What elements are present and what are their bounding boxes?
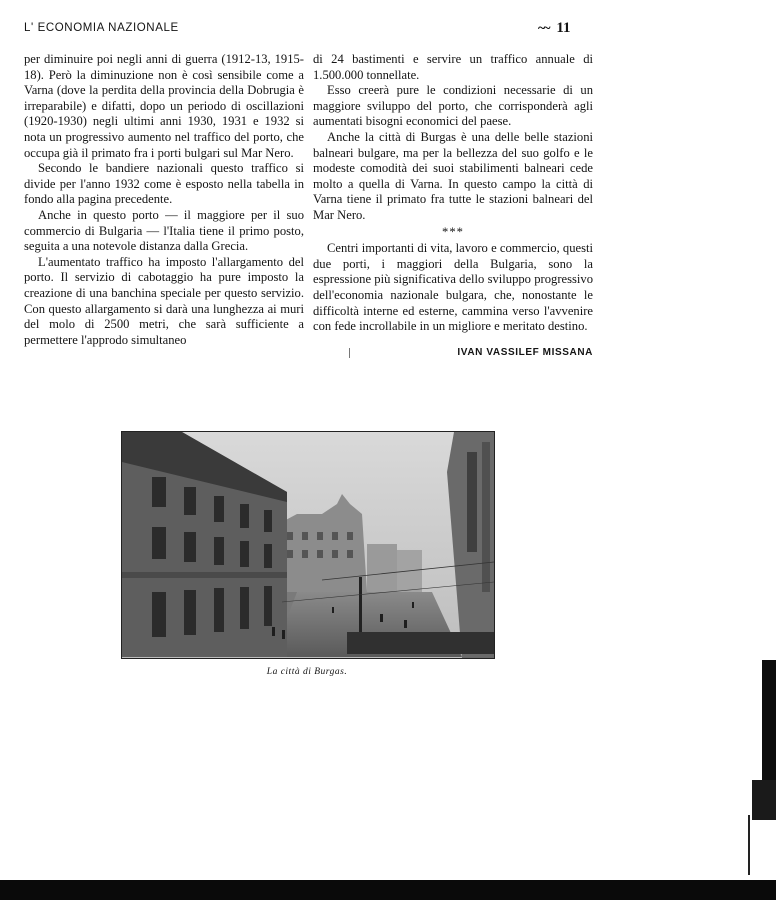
paragraph: per diminuire poi negli anni di guerra (1912-13, 1915-18). Però la diminuzione non è così sensibile come a Varna (dove la perdita della provincia della Dobrugia è irreparabile) e difatti, dopo un periodo di oscillazioni (1920-1930) negli ultimi anni 1930, 1931 e 1932 si nota un progressivo aumento nel traffico del porto, che occupa già il primato fra i porti bulgari sul Mar Nero. (24, 52, 304, 160)
right-column (313, 52, 593, 360)
figure-caption: La città di Burgas. (266, 667, 348, 677)
paragraph: Esso creerà pure le condizioni necessarie di un maggiore sviluppo del porto, che corrisponderà agli aumentati bisogni economici del paese. (313, 83, 593, 129)
city-photograph (121, 431, 495, 659)
paragraph: di 24 bastimenti e servire un traffico annuale di 1.500.000 tonnellate. (313, 52, 593, 82)
ornament-icon: ~~ (538, 21, 549, 36)
column-divider-mark (349, 348, 350, 358)
scan-edge-bottom (0, 880, 776, 900)
scan-edge-right-lower (752, 780, 776, 820)
page-number: 11 (556, 20, 571, 36)
left-column (24, 52, 304, 348)
paragraph: Anche la città di Burgas è una delle belle stazioni balneari bulgare, ma per la bellezza del suo golfo e le modeste comodità dei suoi stabilimenti balneari cede molto a quella di Varna. In questo campo la città di Varna tiene il primato fra tutte le stazioni balneari del Mar Nero. (313, 129, 593, 222)
author-signature: IVAN VASSILEF MISSANA (457, 346, 593, 358)
page-number-block (538, 20, 571, 37)
closing-paragraph: Centri importanti di vita, lavoro e commercio, questi due porti, i maggiori della Bulgaria, sono la espressione più significativa dello sviluppo progressivo dell'economia nazionale bulgara, che, nonostante le difficoltà interne ed esterne, cammina verso l'avvenire con fede incrollabile in un migliore e meritato destino. (313, 241, 593, 334)
street-scene-illustration (122, 432, 494, 658)
scan-edge-mark (748, 815, 750, 875)
paragraph: Secondo le bandiere nazionali questo traffico si divide per l'anno 1932 come è esposto nella tabella in fondo alla pagina precedente. (24, 161, 304, 207)
scan-edge-right (762, 660, 776, 790)
paragraph: Anche in questo porto — il maggiore per il suo commercio di Bulgaria — l'Italia tiene il primo posto, seguita a una notevole distanza dalla Grecia. (24, 207, 304, 254)
paragraph: L'aumentato traffico ha imposto l'allargamento del porto. Il servizio di cabotaggio ha pure imposto la creazione di una banchina speciale per questo servizio. Con questo allargamento si darà una lunghezza ai muri del molo di 2500 metri, che sarà sufficiente a permettere l'approdo simultaneo (24, 254, 304, 347)
running-title: L' ECONOMIA NAZIONALE (24, 22, 179, 34)
section-separator: *** (442, 224, 464, 239)
